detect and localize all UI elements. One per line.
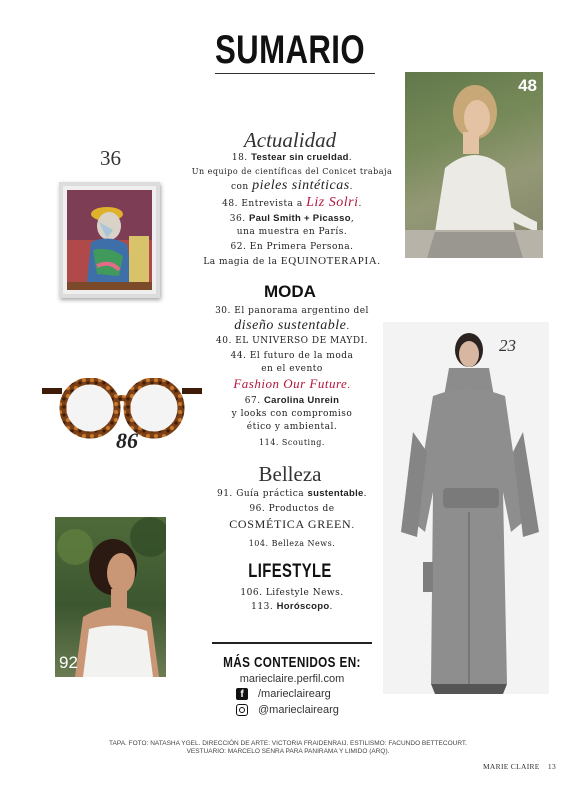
credits-line-2: VESTUARIO: MARCELO SENRA PARA PANIRAMA Y LIMIDO (ARQ). xyxy=(186,748,390,755)
picasso-painting xyxy=(63,186,156,294)
list-item: diseño sustentable. xyxy=(234,318,350,333)
list-item: ético y ambiental. xyxy=(246,422,338,432)
list-item: 113. Horóscopo. xyxy=(251,601,333,612)
facebook-icon: f xyxy=(236,688,248,700)
list-item: 114. Scouting. xyxy=(259,438,325,447)
list-item: 96. Productos de xyxy=(249,504,335,514)
folio-magazine: MARIE CLAIRE xyxy=(482,762,540,771)
list-item: Fashion Our Future. xyxy=(233,376,351,391)
lifestyle-heading-wrap xyxy=(220,560,360,584)
actualidad-list xyxy=(190,151,394,269)
folio-page-number: 13 xyxy=(547,762,556,771)
moda-list xyxy=(190,305,394,449)
section-heading-moda: MODA xyxy=(264,282,316,301)
more-content-heading: MÁS CONTENIDOS EN: xyxy=(223,654,361,671)
list-item: 40. EL UNIVERSO DE MAYDI. xyxy=(216,336,368,346)
list-item: Un equipo de científicas del Conicet trabaja xyxy=(191,167,393,176)
list-item: 18. Testear sin crueldad. xyxy=(231,152,353,163)
coat-photo xyxy=(383,322,549,694)
woman-top-photo xyxy=(405,72,543,258)
page-number-92: 92 xyxy=(59,653,78,672)
section-heading-actualidad: Actualidad xyxy=(243,128,337,152)
list-item: una muestra en París. xyxy=(236,227,348,237)
facebook-link[interactable] xyxy=(236,687,331,701)
list-item: en el evento xyxy=(261,364,323,374)
list-item: 48. Entrevista a Liz Solri. xyxy=(222,195,362,210)
list-item: 44. El futuro de la moda xyxy=(230,351,354,361)
page-title: SUMARIO xyxy=(214,28,366,72)
list-item: La magia de la EQUINOTERAPIA. xyxy=(203,255,381,267)
list-item: 30. El panorama argentino del xyxy=(215,306,369,316)
instagram-handle: @marieclairearg xyxy=(258,704,339,716)
instagram-icon xyxy=(236,704,248,716)
coat-illustration xyxy=(383,322,549,694)
page-number-23: 23 xyxy=(499,336,516,355)
page-number-36: 36 xyxy=(100,146,121,170)
list-item: con pieles sintéticas. xyxy=(230,178,354,193)
section-heading-belleza: Belleza xyxy=(258,462,322,486)
section-heading-lifestyle: LIFESTYLE xyxy=(248,561,332,582)
folio xyxy=(483,762,556,771)
instagram-link[interactable] xyxy=(236,703,339,717)
list-item: 106. Lifestyle News. xyxy=(240,588,344,598)
list-item: 36. Paul Smith + Picasso, xyxy=(229,213,355,224)
list-item: 62. En Primera Persona. xyxy=(230,242,354,252)
list-item: 91. Guía práctica sustentable. xyxy=(216,488,367,499)
belleza-list xyxy=(190,487,394,550)
more-heading-wrap xyxy=(200,653,384,673)
website-link[interactable]: marieclaire.perfil.com xyxy=(239,673,345,685)
page-number-86: 86 xyxy=(116,428,138,453)
credits-line-1: TAPA. FOTO: NATASHA YGEL. DIRECCIÓN DE ARTE: VICTORIA FRAIDENRAIJ. ESTILISMO: FACUNDO BETTECOURT. xyxy=(109,740,467,747)
list-item: 67. Carolina Unrein xyxy=(244,395,340,406)
credits xyxy=(60,740,516,756)
list-item: 104. Belleza News. xyxy=(248,539,336,548)
list-item: y looks con compromiso xyxy=(231,409,353,419)
page-number-48: 48 xyxy=(518,76,537,95)
facebook-handle: /marieclairearg xyxy=(258,688,331,700)
divider xyxy=(212,642,372,644)
page-title-wrap xyxy=(190,28,390,72)
picasso-painting-frame xyxy=(59,182,160,298)
title-underline xyxy=(215,73,375,74)
woman-top-illustration xyxy=(405,72,543,258)
woman-bottom-photo xyxy=(55,517,166,677)
lifestyle-list xyxy=(190,587,394,614)
list-item: COSMÉTICA GREEN. xyxy=(229,517,355,531)
